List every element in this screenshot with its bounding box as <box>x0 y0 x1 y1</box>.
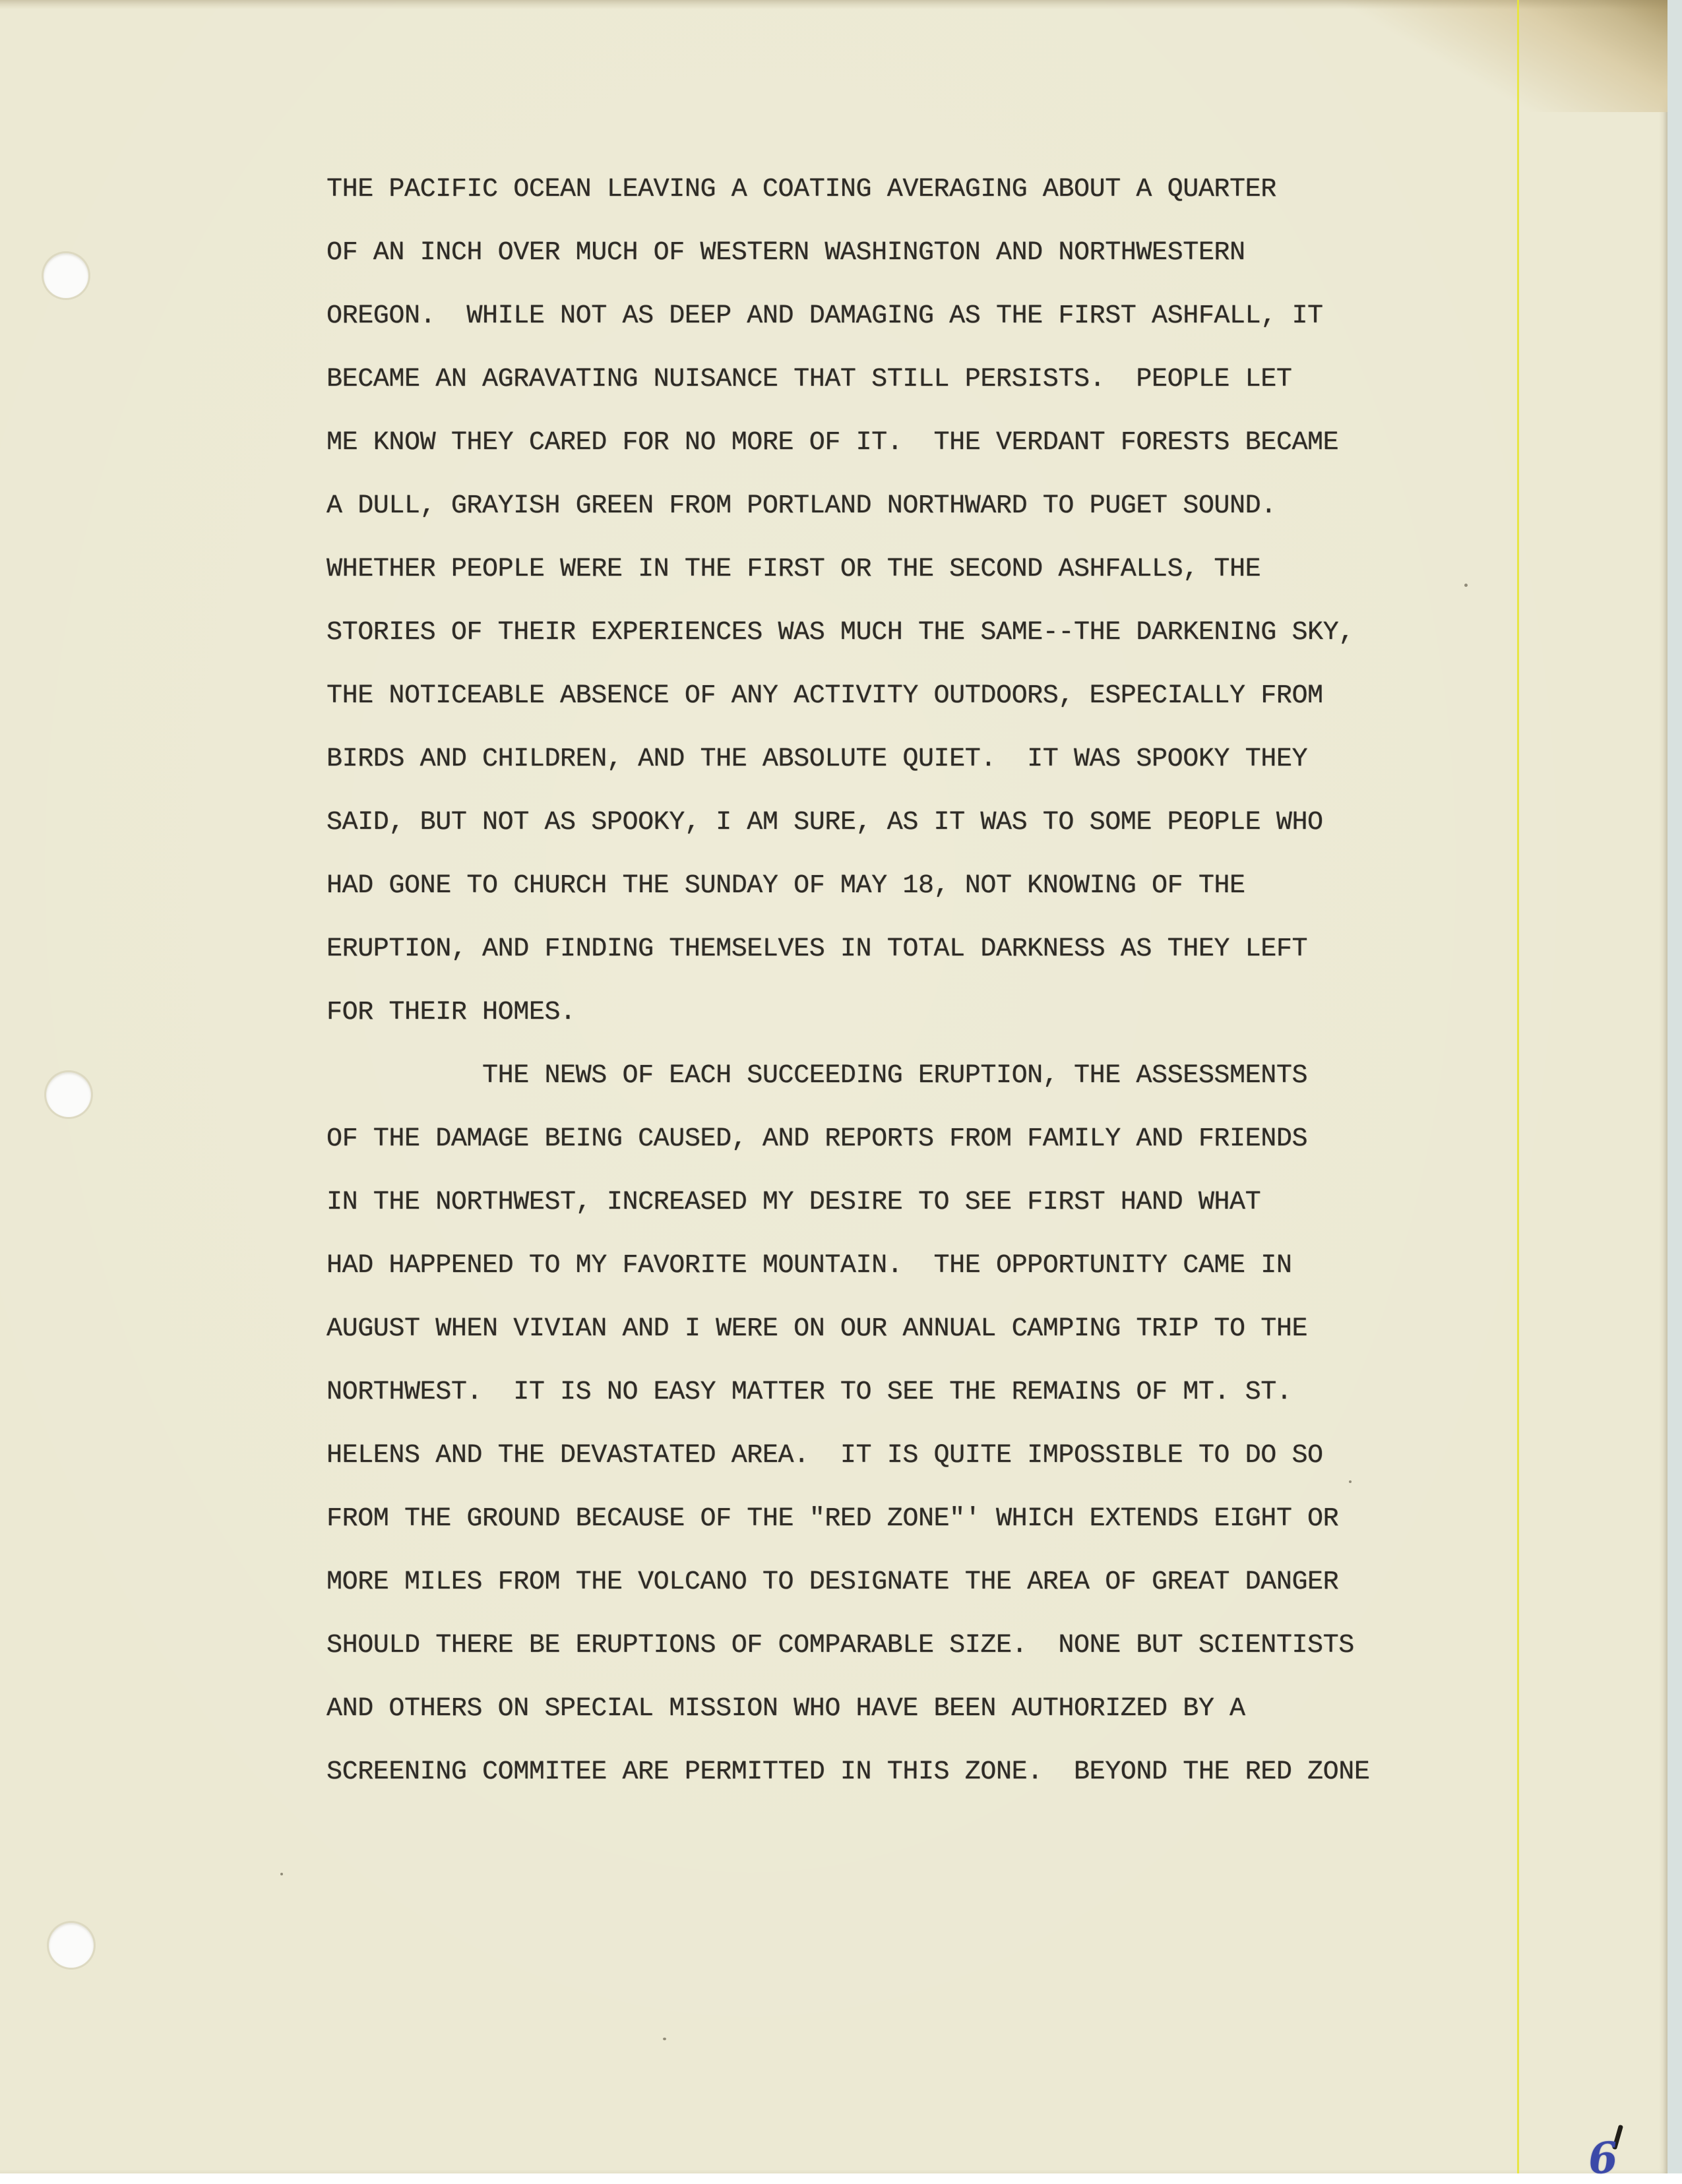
typed-line: STORIES OF THEIR EXPERIENCES WAS MUCH THE SAME--THE DARKENING SKY, <box>327 618 1354 648</box>
typed-line: BIRDS AND CHILDREN, AND THE ABSOLUTE QUIET. IT WAS SPOOKY THEY <box>327 744 1308 774</box>
typed-line: BECAME AN AGRAVATING NUISANCE THAT STILL PERSISTS. PEOPLE LET <box>327 365 1292 394</box>
typed-line: OF THE DAMAGE BEING CAUSED, AND REPORTS FROM FAMILY AND FRIENDS <box>327 1124 1308 1154</box>
typed-line: HAD HAPPENED TO MY FAVORITE MOUNTAIN. THE OPPORTUNITY CAME IN <box>327 1251 1292 1281</box>
typed-line: HELENS AND THE DEVASTATED AREA. IT IS QUITE IMPOSSIBLE TO DO SO <box>327 1441 1323 1471</box>
typed-line: HAD GONE TO CHURCH THE SUNDAY OF MAY 18, NOT KNOWING OF THE <box>327 871 1245 901</box>
typed-line: THE PACIFIC OCEAN LEAVING A COATING AVERAGING ABOUT A QUARTER <box>327 175 1276 204</box>
typed-line: SAID, BUT NOT AS SPOOKY, I AM SURE, AS IT WAS TO SOME PEOPLE WHO <box>327 808 1323 837</box>
typed-line: SCREENING COMMITEE ARE PERMITTED IN THIS ZONE. BEYOND THE RED ZONE <box>327 1757 1370 1787</box>
typed-line: SHOULD THERE BE ERUPTIONS OF COMPARABLE SIZE. NONE BUT SCIENTISTS <box>327 1631 1354 1660</box>
paper-corner-curl <box>1324 0 1667 112</box>
typed-line: A DULL, GRAYISH GREEN FROM PORTLAND NORTHWARD TO PUGET SOUND. <box>327 491 1276 521</box>
punch-hole-top <box>44 253 88 298</box>
punch-hole-middle <box>46 1072 91 1117</box>
page-number: 6 <box>1586 2133 1620 2184</box>
typed-line: IN THE NORTHWEST, INCREASED MY DESIRE TO SEE FIRST HAND WHAT <box>327 1188 1261 1217</box>
typed-line: AUGUST WHEN VIVIAN AND I WERE ON OUR ANNUAL CAMPING TRIP TO THE <box>327 1314 1308 1344</box>
typed-line: THE NOTICEABLE ABSENCE OF ANY ACTIVITY OUTDOORS, ESPECIALLY FROM <box>327 681 1323 711</box>
typed-line: FROM THE GROUND BECAUSE OF THE "RED ZONE"' WHICH EXTENDS EIGHT OR <box>327 1504 1339 1534</box>
typed-line: ME KNOW THEY CARED FOR NO MORE OF IT. THE VERDANT FORESTS BECAME <box>327 428 1339 458</box>
punch-hole-bottom <box>49 1923 94 1968</box>
paper-speck <box>1464 584 1468 587</box>
typed-line: THE NEWS OF EACH SUCCEEDING ERUPTION, THE ASSESSMENTS <box>327 1061 1308 1091</box>
paper-speck <box>663 2038 666 2040</box>
paper-speck <box>280 1873 283 1875</box>
typed-text-block <box>327 158 1448 1804</box>
typed-line: NORTHWEST. IT IS NO EASY MATTER TO SEE THE REMAINS OF MT. ST. <box>327 1378 1292 1407</box>
typed-line: MORE MILES FROM THE VOLCANO TO DESIGNATE THE AREA OF GREAT DANGER <box>327 1567 1339 1597</box>
vertical-margin-line <box>1517 0 1519 2173</box>
typed-line: ERUPTION, AND FINDING THEMSELVES IN TOTAL DARKNESS AS THEY LEFT <box>327 934 1308 964</box>
typed-line: WHETHER PEOPLE WERE IN THE FIRST OR THE SECOND ASHFALLS, THE <box>327 555 1261 584</box>
typed-line: AND OTHERS ON SPECIAL MISSION WHO HAVE BEEN AUTHORIZED BY A <box>327 1694 1245 1724</box>
typed-line: OREGON. WHILE NOT AS DEEP AND DAMAGING AS THE FIRST ASHFALL, IT <box>327 301 1323 331</box>
typed-line: OF AN INCH OVER MUCH OF WESTERN WASHINGTON AND NORTHWESTERN <box>327 238 1245 268</box>
typed-line: FOR THEIR HOMES. <box>327 998 576 1027</box>
paper-top-edge-shadow <box>0 0 1667 9</box>
